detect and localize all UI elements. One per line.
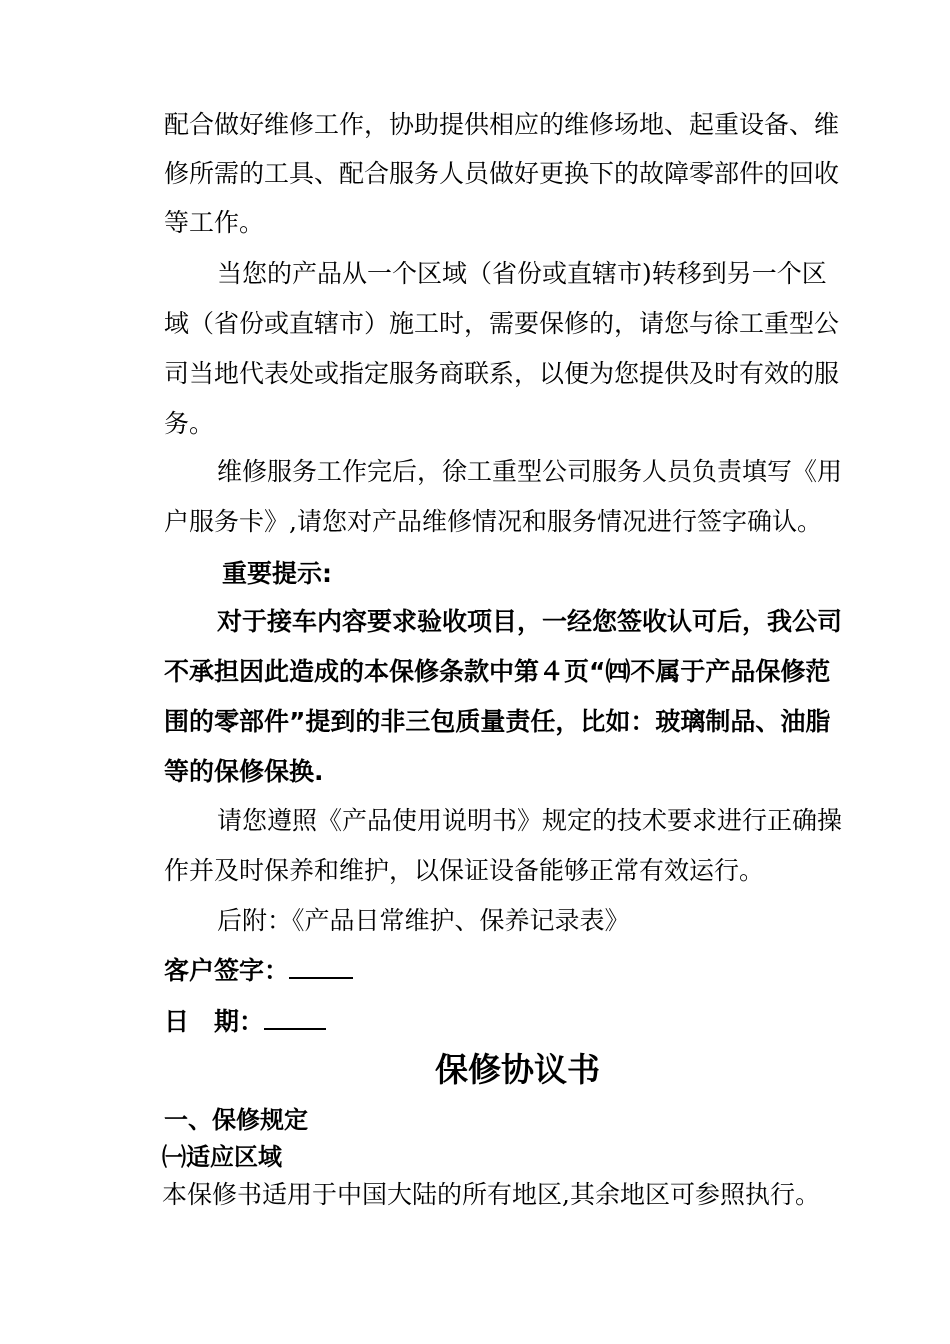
important-label: 重要提示: — [222, 559, 332, 588]
date-line — [164, 1009, 326, 1034]
para3-line1: 维修服务工作完后，徐工重型公司服务人员负责填写《用 — [217, 457, 843, 486]
subsection-heading: ㈠适应区域 — [162, 1143, 282, 1171]
para1-line2: 修所需的工具、配合服务人员做好更换下的故障零部件的回收 — [164, 159, 840, 188]
agreement-title: 保修协议书 — [435, 1050, 600, 1089]
appendix-line: 后附：《产品日常维护、保养记录表》 — [217, 906, 630, 935]
para2-line2: 域（省份或直辖市）施工时，需要保修的，请您与徐工重型公 — [164, 309, 840, 338]
section-heading: 一、保修规定 — [164, 1106, 308, 1134]
para2-line1: 当您的产品从一个区域（省份或直辖市)转移到另一个区 — [217, 259, 827, 288]
para1-line3: 等工作。 — [164, 208, 265, 237]
para4-line2: 作并及时保养和维护，以保证设备能够正常有效运行。 — [164, 856, 765, 885]
para3-line2: 户服务卡》,请您对产品维修情况和服务情况进行签字确认。 — [164, 507, 822, 536]
para2-line4: 务。 — [164, 409, 215, 438]
important-line1: 对于接车内容要求验收项目，一经您签收认可后，我公司 — [217, 607, 843, 636]
important-line2: 不承担因此造成的本保修条款中第４页“㈣不属于产品保修范 — [164, 657, 831, 686]
date-label: 日 期： — [164, 1007, 265, 1036]
signature-line — [164, 958, 353, 983]
para2-line3: 司当地代表处或指定服务商联系，以便为您提供及时有效的服 — [164, 359, 840, 388]
agreement-text: 本保修书适用于中国大陆的所有地区,其余地区可参照执行。 — [162, 1180, 820, 1209]
signature-blank — [289, 976, 353, 979]
important-line3: 围的零部件”提到的非三包质量责任，比如：玻璃制品、油脂 — [164, 707, 831, 736]
date-blank — [264, 1027, 326, 1030]
para4-line1: 请您遵照《产品使用说明书》规定的技术要求进行正确操 — [217, 806, 843, 835]
signature-label: 客户签字： — [164, 956, 290, 985]
para1-line1: 配合做好维修工作，协助提供相应的维修场地、起重设备、维 — [164, 110, 840, 139]
important-line4: 等的保修保换. — [164, 757, 324, 786]
